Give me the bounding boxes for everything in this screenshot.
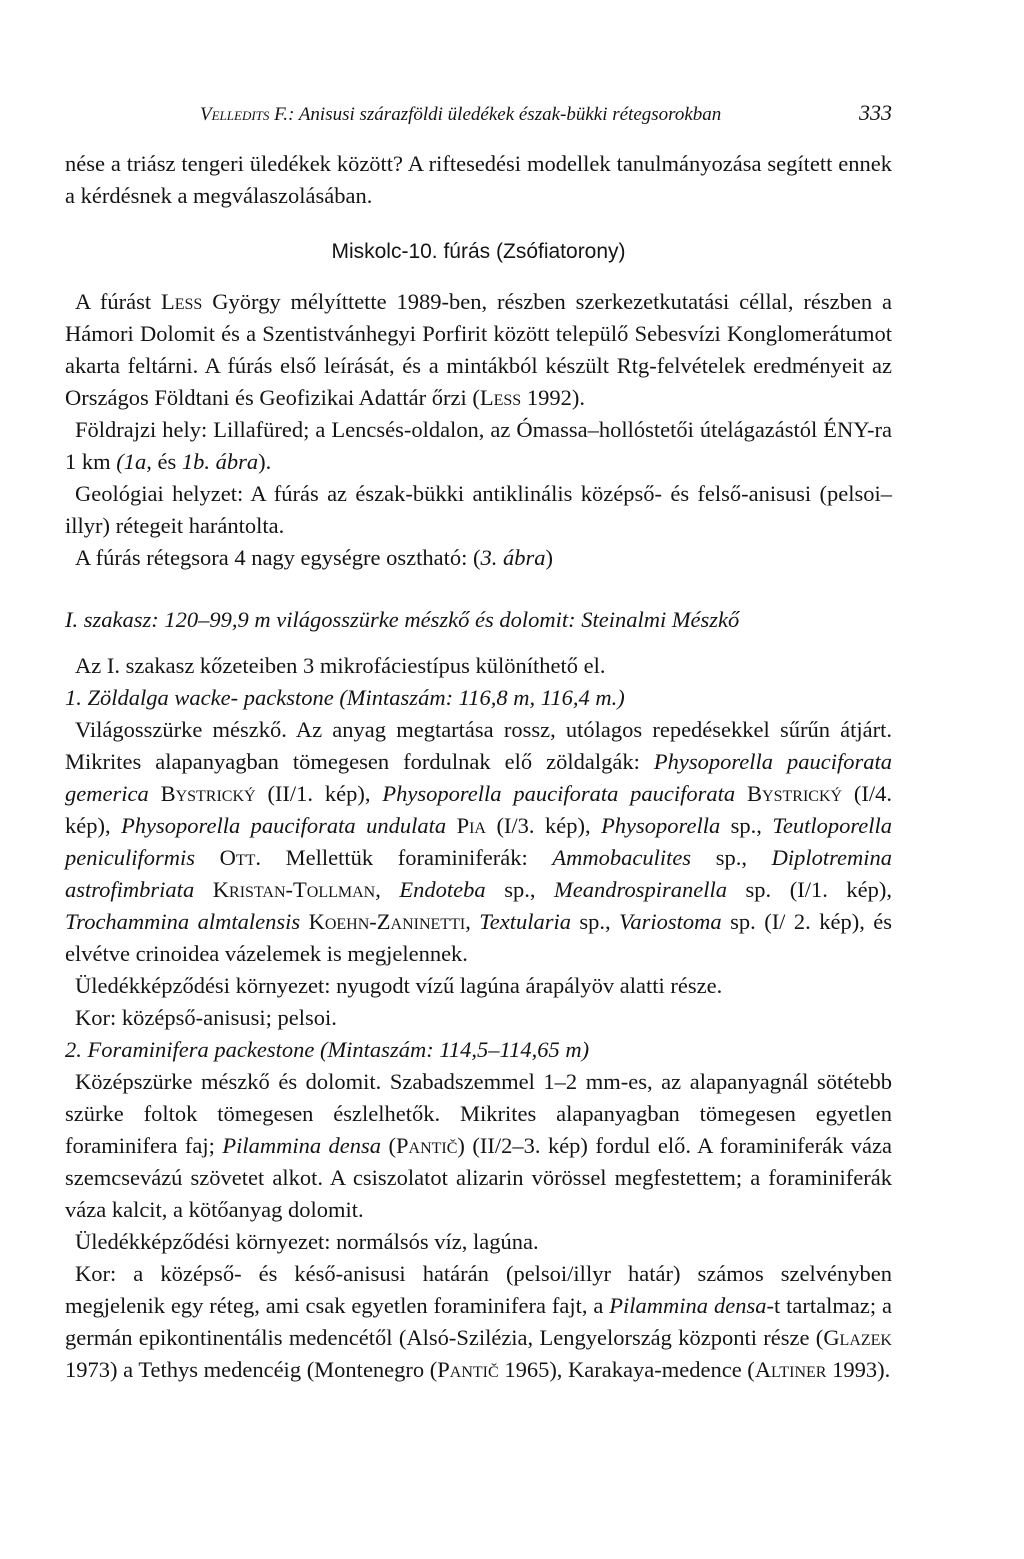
taxon: Teutloporella peniculiformis	[65, 813, 892, 870]
taxon: Physoporella pauciforata gemerica	[65, 749, 892, 806]
intro-paragraph: nése a triász tengeri üledékek között? A riftesedési modellek tanulmányozása segített ennek a kérdésnek a megválaszolásában.	[65, 151, 892, 208]
text-run: )	[545, 545, 553, 570]
taxon: Physoporella pauciforata undulata	[121, 813, 447, 838]
text-run: Középszürke mészkő és dolomit. Szabadszemmel 1–2 mm-es, az alapanyagnál sötétebb szürke foltok tömegesen észlelhetők. Mikrites alapanyagban tömegesen egyetlen foraminifera faj;	[65, 1069, 892, 1158]
running-header	[200, 100, 892, 126]
taxon: Physoporella	[601, 813, 721, 838]
text-run: sp.,	[691, 845, 772, 870]
taxon: Physoporella pauciforata pauciforata	[382, 781, 736, 806]
author-name: Pia	[456, 813, 486, 838]
text-run: sp.,	[720, 813, 773, 838]
text-run: sp. (I/ 2. kép), és elvétve crinoidea vázelemek is megjelennek.	[65, 909, 893, 966]
text-run: . Mellettük foraminiferák:	[255, 845, 553, 870]
item-2-age	[65, 1258, 892, 1386]
text-run	[195, 845, 220, 870]
text-run	[149, 781, 161, 806]
taxon: Meandrospiranella	[554, 877, 727, 902]
page-number: 333	[859, 100, 892, 125]
author-name: Bystrický	[160, 781, 256, 806]
text-run: ,	[375, 877, 400, 902]
item-2-environment: Üledékképződési környezet: normálsós víz, lagúna.	[75, 1229, 539, 1254]
author-name: Koehn-Zaninetti	[308, 909, 466, 934]
author-name: Bystrický	[747, 781, 843, 806]
figure-ref: (1a,	[116, 449, 152, 474]
text-run: ) (II/2–3. kép) fordul elő. A foraminiferák váza szemcsevázú szövetet alkot. A csiszolatot alizarin vörössel megfestettem; a foraminiferák váza kalcit, a kötőanyag dolomit.	[65, 1133, 892, 1222]
author-name: Ott	[219, 845, 256, 870]
text-run	[446, 813, 456, 838]
header-sep: :	[288, 104, 295, 125]
author-name: Pantič	[396, 1133, 458, 1158]
text-run: (I/3. kép),	[485, 813, 602, 838]
text-run: Kor: a középső- és késő-anisusi határán (pelsoi/illyr határ) számos szelvényben megjelenik egy réteg, ami csak egyetlen foraminifera fajt, a	[65, 1261, 892, 1318]
item-1-text	[65, 714, 892, 970]
taxon: Diplotremina astrofimbriata	[65, 845, 893, 902]
running-title	[200, 104, 721, 126]
section-1-heading: I. szakasz: 120–99,9 m világosszürke mészkő és dolomit: Steinalmi Mészkő	[65, 607, 740, 632]
paragraph-4	[65, 542, 892, 574]
text-run: (II/1. kép),	[255, 781, 383, 806]
text-run: (	[381, 1133, 397, 1158]
item-2-text	[65, 1066, 892, 1226]
taxon: Pilammina densa	[609, 1293, 767, 1318]
section-1-intro: Az I. szakasz kőzeteiben 3 mikrofáciestípus különíthető el.	[75, 653, 606, 678]
paragraph-2	[65, 414, 892, 478]
text-run	[735, 781, 747, 806]
paragraph-3: Geológiai helyzet: A fúrás az észak-bükki antiklinális középső- és felső-anisusi (pelsoi–illyr) rétegeit harántolta.	[65, 481, 892, 538]
taxon: Textularia	[479, 909, 571, 934]
text-run: ,	[465, 909, 480, 934]
text-run	[194, 877, 213, 902]
text-run: A fúrás rétegsora 4 nagy egységre osztható: (	[75, 545, 481, 570]
author-name: Less	[479, 385, 522, 410]
section-subheading: Miskolc-10. fúrás (Zsófiatorony)	[331, 240, 626, 263]
text-run: sp.,	[485, 877, 555, 902]
text-run: 1973) a Tethys medencéig (Montenegro (	[65, 1357, 438, 1382]
text-run: 1965), Karakaya-medence (	[498, 1357, 755, 1382]
item-1-age: Kor: középső-anisusi; pelsoi.	[75, 1005, 337, 1030]
author-name: Pantič	[437, 1357, 499, 1382]
taxon: Pilammina densa	[222, 1133, 382, 1158]
text-run: ).	[258, 449, 272, 474]
text-run: Földrajzi hely: Lillafüred; a Lencsés-oldalon, az Ómassa–hollóstetői útelágazástól ÉNY-ra 1 km	[65, 417, 892, 474]
author-name: Glazek	[823, 1325, 892, 1350]
text-run: sp. (I/1. kép),	[726, 877, 893, 902]
taxon: Variostoma	[619, 909, 722, 934]
taxon: Trochammina almtalensis	[65, 909, 301, 934]
text-run: 1993).	[826, 1357, 891, 1382]
item-1-environment: Üledékképződési környezet: nyugodt vízű lagúna árapályöv alatti része.	[75, 973, 723, 998]
text-run: és	[151, 449, 182, 474]
body-text	[65, 148, 892, 1386]
taxon: Endoteba	[399, 877, 486, 902]
author-name: Altiner	[754, 1357, 827, 1382]
figure-ref: 1b. ábra	[181, 449, 259, 474]
figure-ref: 3. ábra	[480, 545, 546, 570]
text-run: (I/4. kép),	[65, 781, 893, 838]
item-2-heading: 2. Foraminifera packestone (Mintaszám: 114,5–114,65 m)	[65, 1037, 590, 1062]
author-name: Kristan-Tollman	[212, 877, 376, 902]
text-run: A fúrást	[75, 289, 162, 314]
text-run: György mélyíttette 1989-ben, részben szerkezetkutatási céllal, részben a Hámori Dolomit és a Szentistvánhegyi Porfirit között települő Sebesvízi Konglomerátumot akarta feltárni. A fúrás első leírását, és a mintákból készült Rtg-felvételek eredményeit az Országos Földtani és Geofizikai Adattár őrzi (	[65, 289, 892, 410]
text-run: 1992).	[521, 385, 585, 410]
paragraph-1	[65, 286, 892, 414]
header-title: Anisusi szárazföldi üledékek észak-bükki rétegsorokban	[298, 104, 722, 125]
text-run: Világosszürke mészkő. Az anyag megtartása rossz, utólagos repedésekkel sűrűn átjárt. Mikrites alapanyagban tömegesen fordulnak elő zöldalgák:	[65, 717, 892, 774]
text-run: -t tartalmaz; a germán epikontinentális medencétől (Alsó-Szilézia, Lengyelország központi része (	[65, 1293, 892, 1350]
text-run	[300, 909, 308, 934]
item-1-heading: 1. Zöldalga wacke- packstone (Mintaszám: 116,8 m, 116,4 m.)	[65, 685, 625, 710]
author-name: Less	[161, 289, 203, 314]
taxon: Ammobaculites	[552, 845, 692, 870]
text-run: sp.,	[570, 909, 620, 934]
header-author: Velledits F.	[200, 104, 289, 125]
